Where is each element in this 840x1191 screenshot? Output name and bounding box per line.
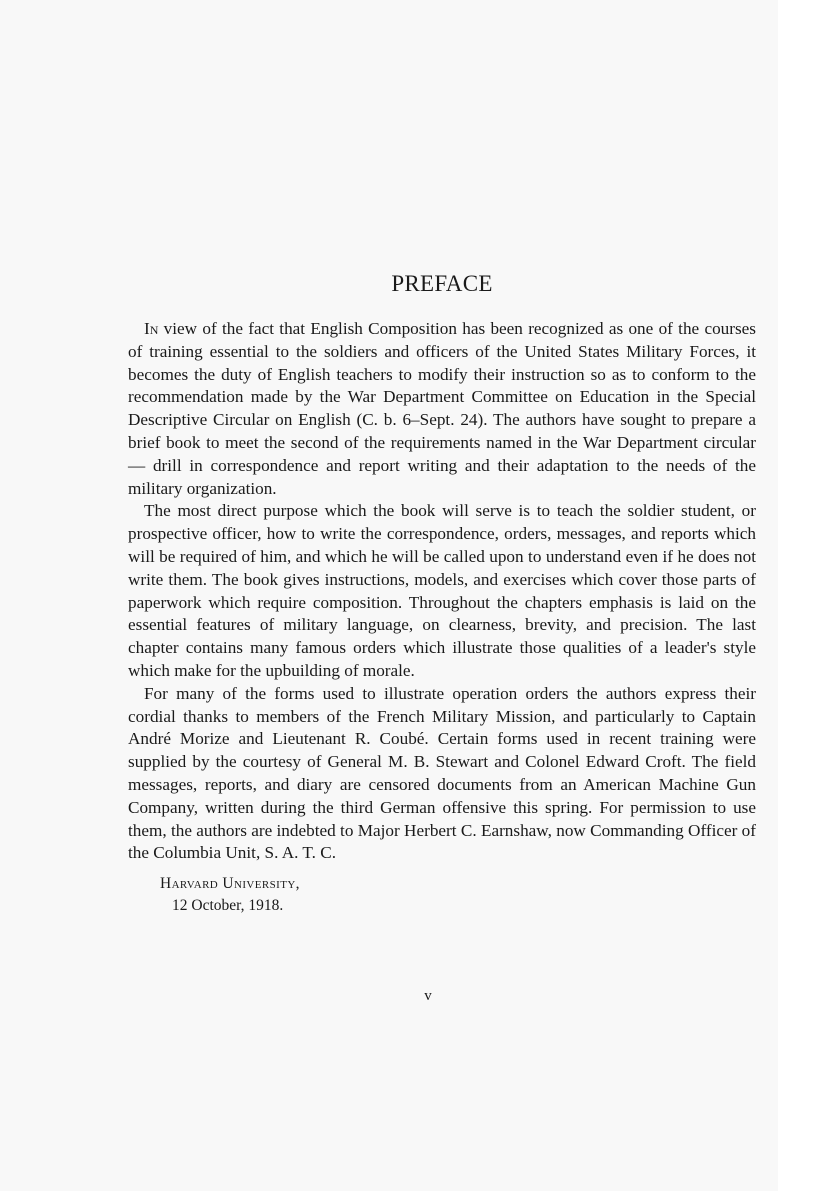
paragraph-2-text: The most direct purpose which the book will serve is to teach the soldier student, or prospective officer, how to write the correspondence, orders, messages, and reports which will be required of him, and which he will be called upon to understand even if he does not write them. The book gives instructions, models, and exercises which cover those parts of paperwork which require composition. Throughout the chapters emphasis is laid on the essential features of military language, on clearness, brevity, and precision. The last chapter contains many famous orders which illustrate those qualities of a leader's style which make for the upbuilding of morale.: [128, 501, 756, 680]
preface-body: [128, 270, 756, 917]
signoff: [128, 873, 756, 917]
paragraph-3-text: For many of the forms used to illustrate operation orders the authors express their cordial thanks to members of the French Military Mission, and particularly to Captain André Morize and Lieutenant R. Coubé. Certain forms used in recent training were supplied by the courtesy of General M. B. Stewart and Colonel Edward Croft. The field messages, reports, and diary are censored documents from an American Machine Gun Company, written during the third German offensive this spring. For permission to use them, the authors are indebted to Major Herbert C. Earnshaw, now Commanding Officer of the Columbia Unit, S. A. T. C.: [128, 683, 756, 863]
paragraph-1: [128, 318, 756, 500]
paragraph-2: [128, 500, 756, 682]
signoff-place: Harvard University,: [160, 875, 300, 893]
page-title: PREFACE: [391, 271, 493, 296]
page-number: v: [424, 988, 432, 1004]
signoff-date: 12 October, 1918.: [172, 897, 284, 915]
paragraph-1-text: view of the fact that English Composition has been recognized as one of the courses of training essential to the soldiers and officers of the United States Military Forces, it becomes the duty of English teachers to modify their instruction so as to conform to the recommendation made by the War Department Committee on Education in the Special Descriptive Circular on English (C. b. 6–Sept. 24). The authors have sought to prepare a brief book to meet the second of the requirements named in the War Department circular — drill in correspondence and report writing and their adaptation to the needs of the military organization.: [128, 319, 756, 498]
paragraph-3: [128, 683, 756, 865]
paragraph-1-lead: In: [144, 319, 159, 338]
